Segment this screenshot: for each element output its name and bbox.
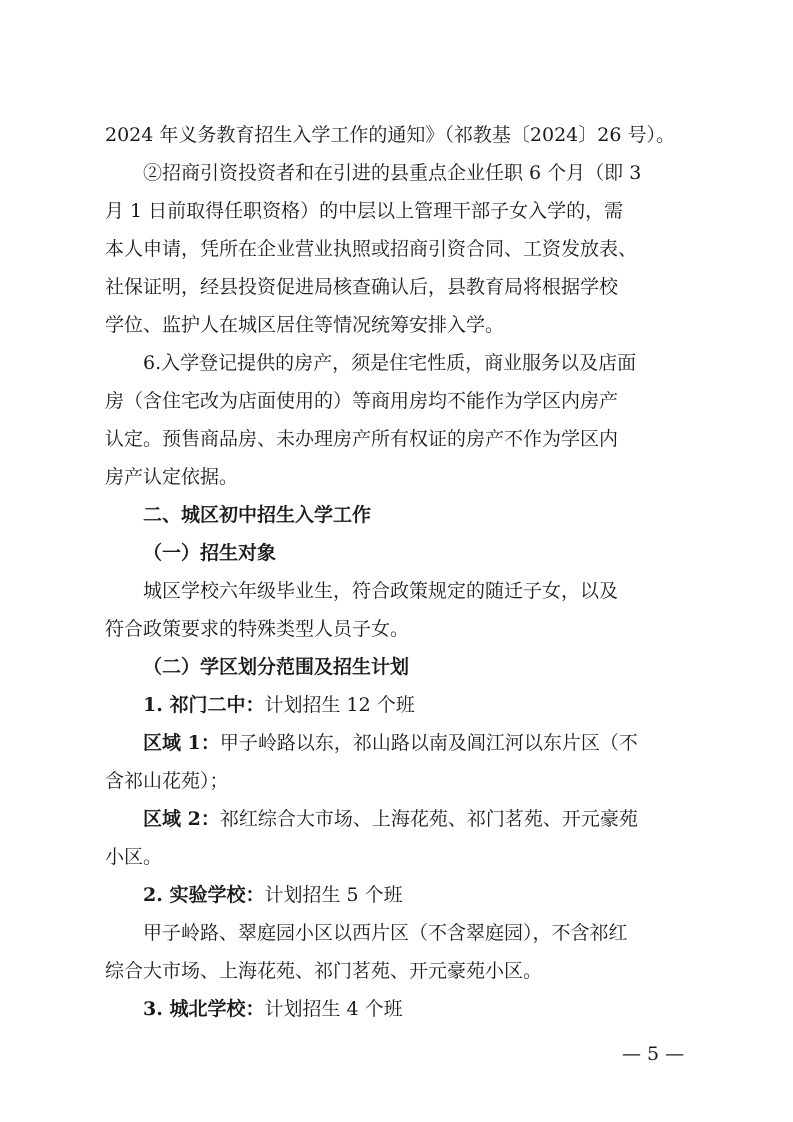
text-line: 认定。预售商品房、未办理房产所有权证的房产不作为学区内: [105, 428, 619, 450]
text-line: ②招商引资投资者和在引进的县重点企业任职 6 个月（即 3: [143, 162, 642, 184]
text-line: 社保证明，经县投资促进局核查确认后，县教育局将根据学校: [105, 276, 619, 298]
text-line: 含祁山花苑）；: [105, 770, 229, 792]
zone-label: 区域 1：: [143, 732, 220, 754]
text-line: 城区学校六年级毕业生，符合政策规定的随迁子女，以及: [143, 580, 619, 602]
school-plan-line: 3. 城北学校：计划招生 4 个班: [143, 998, 403, 1020]
text-line: 综合大市场、上海花苑、祁门茗苑、开元豪苑小区。: [105, 960, 543, 982]
text-line: 本人申请，凭所在企业营业执照或招商引资合同、工资发放表、: [105, 238, 638, 260]
text-line: 月 1 日前取得任职资格）的中层以上管理干部子女入学的，需: [105, 200, 624, 222]
text-line: 甲子岭路、翠庭园小区以西片区（不含翠庭园），不含祁红: [143, 922, 628, 944]
school-plan-line: 2. 实验学校：计划招生 5 个班: [143, 884, 403, 906]
text-line-notice-reference: 2024 年义务教育招生入学工作的通知》（祁教基〔2024〕26 号）。: [105, 124, 675, 146]
school-name: 2. 实验学校：: [143, 884, 265, 906]
subsection-heading: （二）学区划分范围及招生计划: [143, 656, 410, 678]
text-line: 小区。: [105, 846, 163, 868]
section-heading: 二、城区初中招生入学工作: [143, 504, 372, 526]
text-line: 6.入学登记提供的房产，须是住宅性质，商业服务以及店面: [143, 352, 637, 374]
school-plan-line: 1. 祁门二中：计划招生 12 个班: [143, 694, 415, 716]
zone-label: 区域 2：: [143, 808, 220, 830]
text-line: 符合政策要求的特殊类型人员子女。: [105, 618, 410, 640]
text-line: 房产认定依据。: [105, 466, 239, 488]
zone-line: 区域 1：甲子岭路以东，祁山路以南及阊江河以东片区（不: [143, 732, 638, 754]
page-number: — 5 —: [622, 1043, 685, 1065]
subsection-heading: （一）招生对象: [143, 542, 277, 564]
school-name: 1. 祁门二中：: [143, 694, 265, 716]
zone-line: 区域 2：祁红综合大市场、上海花苑、祁门茗苑、开元豪苑: [143, 808, 638, 830]
text-line: 房（含住宅改为店面使用的）等商用房均不能作为学区内房产: [105, 390, 619, 412]
text-line: 学位、监护人在城区居住等情况统筹安排入学。: [105, 314, 505, 336]
school-name: 3. 城北学校：: [143, 998, 265, 1020]
